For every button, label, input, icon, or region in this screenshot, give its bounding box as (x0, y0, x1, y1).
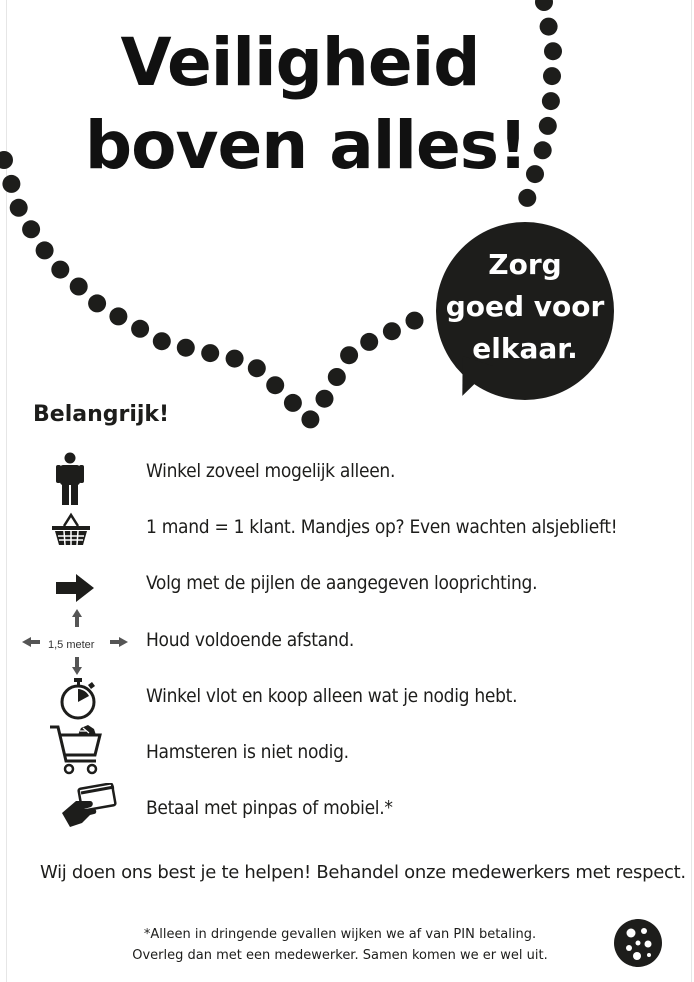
rule-item (0, 460, 694, 516)
rule-text: Betaal met pinpas of mobiel.* (146, 797, 393, 819)
card-payment-icon (60, 783, 118, 831)
stopwatch-icon (58, 677, 100, 721)
bubble-line-2: goed voor (445, 290, 605, 323)
path-dot (177, 339, 195, 357)
path-dot (340, 346, 358, 364)
path-dot (360, 333, 378, 351)
path-dot (266, 376, 284, 394)
footnote-line-2: Overleg dan met een medewerker. Samen komen we er wel uit. (132, 948, 548, 963)
path-dot (70, 278, 88, 296)
footnote-line-1: *Alleen in dringende gevallen wijken we af van PIN betaling. (143, 927, 537, 942)
title-line-2: boven alles! (84, 107, 528, 184)
rule-item (0, 685, 694, 741)
title-line-1: Veiligheid (120, 24, 480, 101)
rule-item (0, 516, 694, 572)
rule-text: Houd voldoende afstand. (146, 629, 355, 651)
logo-icon (613, 918, 663, 968)
person-icon (54, 452, 86, 508)
arrow-right-icon (56, 572, 96, 604)
rule-item (0, 629, 694, 685)
path-dot (316, 390, 334, 408)
speech-bubble-text (436, 244, 614, 370)
rule-text: Hamsteren is niet nodig. (146, 741, 349, 763)
distance-label: 1,5 meter (48, 639, 95, 651)
path-dot (201, 344, 219, 362)
path-dot (36, 241, 54, 259)
path-dot (10, 199, 28, 217)
basket-icon (50, 512, 92, 548)
rule-text: Winkel zoveel mogelijk alleen. (146, 460, 396, 482)
path-dot (153, 332, 171, 350)
rule-text: 1 mand = 1 klant. Mandjes op? Even wachten alsjeblieft! (146, 516, 618, 538)
bubble-line-3: elkaar. (472, 332, 578, 365)
path-dot (248, 359, 266, 377)
rule-text: Volg met de pijlen de aangegeven looprichting. (146, 572, 538, 594)
rule-text: Winkel vlot en koop alleen wat je nodig hebt. (146, 685, 518, 707)
footer-message: Wij doen ons best je te helpen! Behandel onze medewerkers met respect. (40, 862, 686, 883)
path-dot (383, 322, 401, 340)
path-dot (406, 312, 424, 330)
path-dot (22, 220, 40, 238)
shopping-cart-icon (48, 721, 104, 779)
path-dot (226, 350, 244, 368)
path-dot (535, 0, 553, 11)
path-dot (284, 394, 302, 412)
path-dot (109, 307, 127, 325)
bubble-line-1: Zorg (488, 248, 562, 281)
section-heading: Belangrijk! (33, 402, 170, 427)
path-dot (301, 410, 319, 428)
path-dot (131, 320, 149, 338)
path-dot (51, 261, 69, 279)
path-dot (518, 189, 536, 207)
rule-item (0, 797, 694, 853)
path-dot (328, 368, 346, 386)
path-dot (88, 294, 106, 312)
